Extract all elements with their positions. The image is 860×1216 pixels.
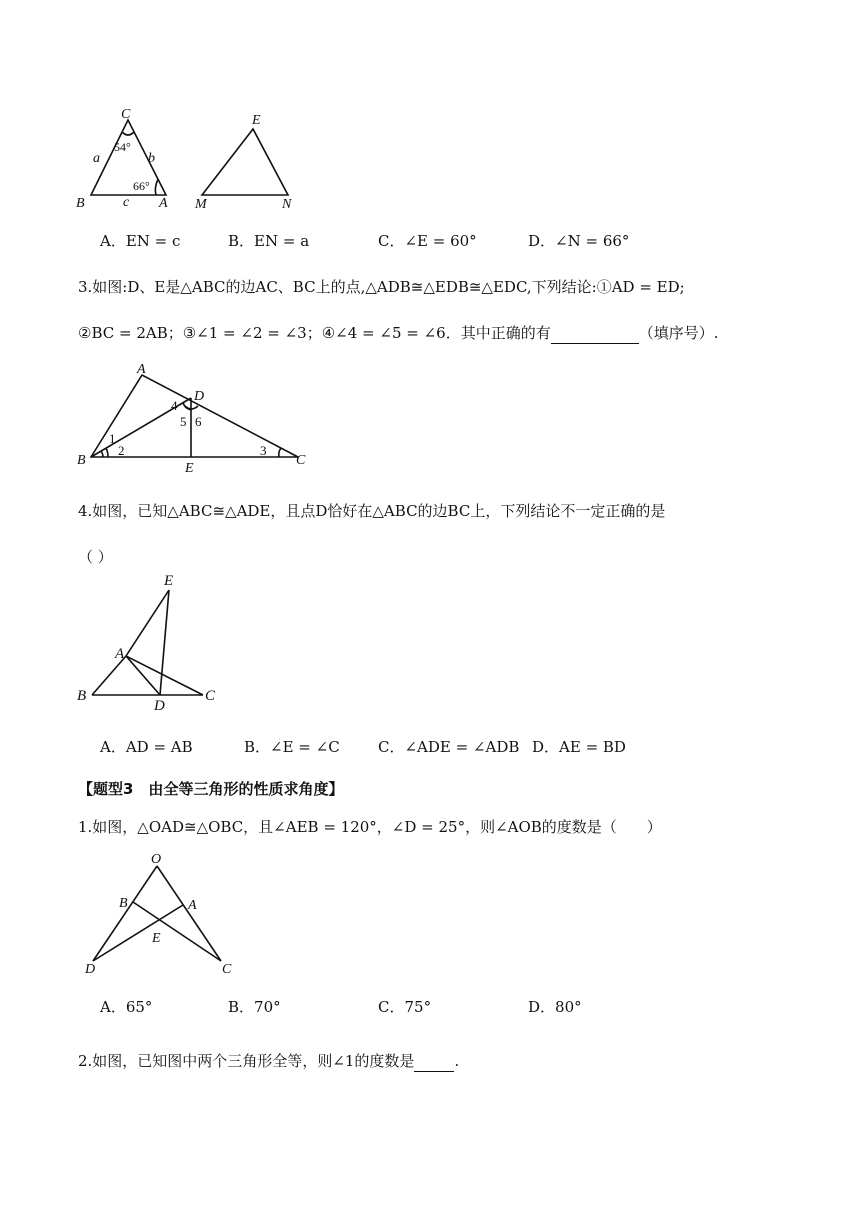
vertex-a-q3: A (137, 362, 146, 377)
vertex-d-q4: D (154, 698, 165, 714)
q3-line2-tail: （填序号）. (638, 324, 719, 342)
side-a: a (93, 151, 100, 166)
q4-option-b[interactable]: B．∠E = ∠C (244, 738, 340, 756)
angle-arc-c (122, 132, 134, 135)
q2-option-c[interactable]: C．∠E = 60° (378, 232, 477, 250)
figure-s3q1 (75, 850, 245, 980)
s3q1-option-c[interactable]: C．75° (378, 998, 432, 1016)
vertex-e-s3: E (152, 931, 161, 946)
q4-option-a[interactable]: A．AD = AB (100, 738, 193, 756)
q2-option-d[interactable]: D．∠N = 66° (528, 232, 630, 250)
vertex-a-s3: A (188, 898, 197, 913)
vertex-b: B (76, 196, 85, 211)
s3q2-answer-blank[interactable] (414, 1055, 454, 1072)
s3q2-tail: . (454, 1052, 460, 1070)
segment-bc (133, 902, 221, 961)
vertex-c-s3: C (222, 962, 232, 977)
vertex-e-q3: E (185, 461, 194, 476)
vertex-c-q4: C (205, 688, 216, 704)
angle-66: 66° (133, 179, 150, 193)
vertex-b-q3: B (77, 453, 86, 468)
vertex-a: A (159, 196, 168, 211)
q4-line2: （ ） (78, 548, 113, 566)
vertex-a-q4: A (115, 646, 125, 662)
s3q1-option-d[interactable]: D．80° (528, 998, 582, 1016)
label-1: 1 (109, 431, 116, 446)
vertex-d-q3: D (194, 389, 205, 404)
vertex-c: C (121, 107, 131, 122)
s3q1-option-a[interactable]: A．65° (100, 998, 153, 1016)
vertex-b-s3: B (119, 896, 128, 911)
q2-option-b[interactable]: B．EN = a (228, 232, 310, 250)
section-heading-type3: 【题型3 由全等三角形的性质求角度】 (78, 780, 344, 798)
vertex-e: E (252, 113, 261, 128)
q3-answer-blank[interactable] (551, 327, 639, 344)
q3-line2 (78, 322, 719, 344)
vertex-m: M (195, 197, 207, 212)
angle-54: 54° (114, 140, 131, 154)
label-6: 6 (195, 414, 202, 429)
q3-line2-text: ②BC = 2AB；③∠1 = ∠2 = ∠3；④∠4 = ∠5 = ∠6．其中正确的有 (78, 324, 551, 342)
segment-ed (160, 590, 169, 695)
q4-option-c[interactable]: C．∠ADE = ∠ADB (378, 738, 520, 756)
vertex-n: N (282, 197, 292, 212)
segment-oc (157, 866, 221, 961)
s3q2-text: 2.如图，已知图中两个三角形全等，则∠1的度数是 (78, 1052, 415, 1070)
s3q1-line: 1.如图，△OAD≅△OBC，且∠AEB = 120°，∠D = 25°，则∠AOB的度数是（ ） (78, 818, 662, 836)
segment-ad (126, 656, 160, 695)
q3-line1: 3.如图:D、E是△ABC的边AC、BC上的点,△ADB≅△EDB≅△EDC,下列结论:①AD = ED; (78, 278, 685, 296)
angle-arc-3 (279, 448, 281, 457)
s3q2-line (78, 1050, 459, 1072)
label-3: 3 (260, 443, 267, 458)
figure-two-triangles (70, 100, 310, 212)
angle-arc-2 (101, 451, 103, 457)
vertex-d-s3: D (85, 962, 96, 977)
segment-ac (126, 656, 203, 695)
segment-ad (93, 905, 183, 961)
side-b: b (148, 151, 155, 166)
side-c: c (123, 195, 130, 210)
angle-arc-a (155, 179, 158, 195)
vertex-b-q4: B (77, 688, 87, 704)
s3q1-option-b[interactable]: B．70° (228, 998, 281, 1016)
label-4: 4 (171, 398, 178, 413)
segment-od (93, 866, 157, 961)
figure-q3 (70, 360, 320, 475)
q4-option-d[interactable]: D．AE = BD (532, 738, 626, 756)
vertex-e-q4: E (164, 573, 174, 589)
label-5: 5 (180, 414, 187, 429)
angle-arc-1 (106, 448, 108, 457)
q2-option-a[interactable]: A．EN = c (100, 232, 181, 250)
q4-line1: 4.如图，已知△ABC≅△ADE，且点D恰好在△ABC的边BC上，下列结论不一定正确的是 (78, 502, 666, 520)
vertex-c-q3: C (296, 453, 306, 468)
label-2: 2 (118, 443, 125, 458)
vertex-o: O (151, 852, 162, 867)
triangle-emn (202, 129, 288, 195)
figure-q4 (70, 570, 230, 712)
segment-ae (126, 590, 169, 656)
